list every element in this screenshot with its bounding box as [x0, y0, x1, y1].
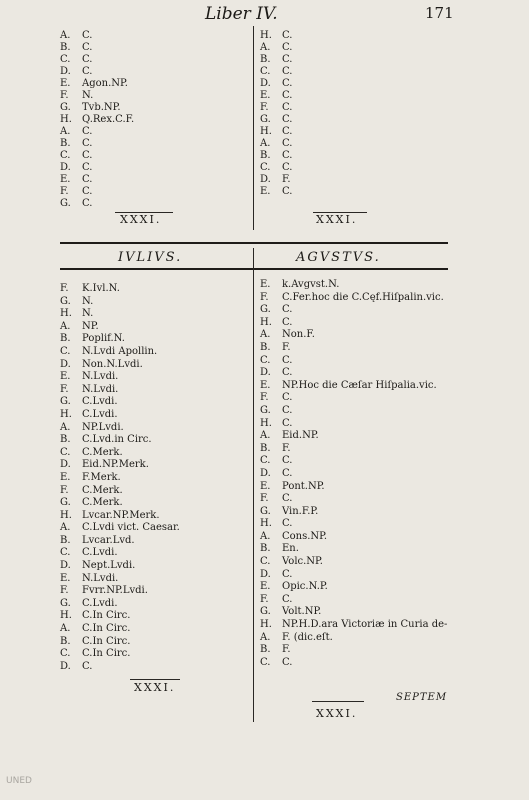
section-rule-bottom	[60, 268, 448, 270]
nundinal-letter: E.	[260, 581, 271, 593]
nundinal-letter: F.	[60, 484, 69, 496]
calendar-row	[260, 392, 447, 405]
calendar-row	[60, 162, 134, 174]
day-entry: C.	[82, 30, 93, 41]
nundinal-letter: G.	[260, 304, 271, 316]
nundinal-letter: G.	[60, 102, 71, 113]
nundinal-letter: G.	[60, 198, 71, 209]
nundinal-letter: F.	[260, 392, 269, 404]
day-entry: C.	[282, 304, 293, 316]
nundinal-letter: B.	[260, 543, 271, 555]
calendar-row	[260, 174, 292, 186]
day-entry: C.	[82, 126, 93, 137]
calendar-row	[60, 174, 134, 186]
day-entry: Nept.Lvdi.	[82, 560, 136, 572]
day-entry: C.	[282, 493, 293, 505]
bottom-column-divider	[253, 248, 254, 722]
nundinal-letter: C.	[260, 162, 271, 173]
nundinal-letter: B.	[60, 333, 71, 345]
day-entry: k.Avgvst.N.	[282, 279, 340, 290]
calendar-row	[260, 468, 447, 481]
nundinal-letter: D.	[60, 358, 71, 370]
nundinal-letter: C.	[60, 547, 71, 559]
calendar-row	[260, 644, 447, 657]
calendar-row	[60, 522, 180, 535]
nundinal-letter: B.	[260, 442, 271, 454]
day-entry: Poplif.N.	[82, 333, 125, 345]
nundinal-letter: E.	[60, 572, 71, 584]
day-entry: C.	[282, 162, 293, 173]
calendar-row	[60, 547, 180, 560]
day-entry: C.	[282, 54, 293, 65]
nundinal-letter: H.	[60, 408, 72, 420]
calendar-row	[60, 573, 180, 586]
nundinal-letter: B.	[260, 644, 271, 656]
calendar-row	[260, 342, 447, 355]
augustus-total-rule	[312, 701, 364, 702]
day-entry: C.	[82, 66, 93, 77]
calendar-row	[60, 459, 180, 472]
day-entry: Eid.NP.Merk.	[82, 459, 149, 471]
calendar-row	[260, 102, 292, 114]
day-entry: C.	[282, 102, 293, 113]
day-entry: C.	[282, 392, 293, 404]
nundinal-letter: H.	[260, 619, 272, 631]
nundinal-letter: H.	[260, 126, 272, 137]
calendar-row	[60, 42, 134, 54]
calendar-row	[60, 447, 180, 460]
nundinal-letter: A.	[60, 30, 71, 41]
nundinal-letter: E.	[60, 371, 71, 383]
calendar-row	[260, 138, 292, 150]
nundinal-letter: A.	[60, 320, 71, 332]
calendar-row	[260, 619, 447, 632]
calendar-row	[260, 556, 447, 569]
day-entry: C.	[282, 467, 293, 479]
top-right-total: XXXI.	[316, 213, 358, 226]
nundinal-letter: A.	[60, 522, 71, 534]
calendar-row	[60, 333, 180, 346]
nundinal-letter: B.	[60, 534, 71, 546]
catchword: SEPTEM	[396, 692, 448, 703]
calendar-row	[260, 355, 447, 368]
day-entry: C.	[82, 138, 93, 149]
nundinal-letter: D.	[60, 66, 71, 77]
calendar-row	[60, 598, 180, 611]
day-entry: NP.	[82, 320, 99, 332]
calendar-row	[60, 648, 180, 661]
nundinal-letter: A.	[60, 421, 71, 433]
calendar-row	[60, 150, 134, 162]
nundinal-letter: C.	[60, 446, 71, 458]
nundinal-letter: G.	[60, 597, 71, 609]
day-entry: N.Lvdi.	[82, 371, 119, 383]
page-number: 171	[425, 4, 454, 22]
day-entry: C.Merk.	[82, 497, 123, 509]
calendar-row	[60, 138, 134, 150]
day-entry: C.	[282, 114, 293, 125]
day-entry: N.	[82, 308, 94, 320]
nundinal-letter: D.	[260, 568, 271, 580]
day-entry: Volc.NP.	[282, 556, 323, 568]
nundinal-letter: H.	[260, 316, 272, 328]
calendar-row	[260, 162, 292, 174]
day-entry: C.	[282, 593, 293, 605]
calendar-row	[60, 90, 134, 102]
nundinal-letter: F.	[60, 186, 69, 197]
calendar-row	[60, 308, 180, 321]
calendar-row	[260, 569, 447, 582]
nundinal-letter: A.	[60, 126, 71, 137]
day-entry: C.Merk.	[82, 446, 123, 458]
calendar-row	[260, 279, 447, 292]
calendar-row	[260, 292, 447, 305]
nundinal-letter: B.	[260, 150, 271, 161]
nundinal-letter: F.	[60, 383, 69, 395]
nundinal-letter: G.	[60, 295, 71, 307]
nundinal-letter: H.	[260, 518, 272, 530]
day-entry: C.Lvdi vict. Caesar.	[82, 522, 180, 534]
running-title: Liber IV.	[205, 4, 278, 24]
nundinal-letter: H.	[60, 308, 72, 320]
calendar-row	[260, 518, 447, 531]
calendar-row	[260, 506, 447, 519]
calendar-row	[60, 114, 134, 126]
nundinal-letter: B.	[60, 138, 71, 149]
day-entry: F. (dic.eſt.	[282, 631, 333, 643]
calendar-row	[60, 585, 180, 598]
nundinal-letter: E.	[260, 279, 271, 290]
calendar-row	[60, 409, 180, 422]
calendar-row	[260, 42, 292, 54]
calendar-row	[260, 418, 447, 431]
nundinal-letter: E.	[260, 480, 271, 492]
calendar-row	[260, 481, 447, 494]
nundinal-letter: C.	[60, 150, 71, 161]
day-entry: C.	[82, 186, 93, 197]
nundinal-letter: F.	[60, 585, 69, 597]
day-entry: C.	[282, 518, 293, 530]
nundinal-letter: F.	[260, 593, 269, 605]
nundinal-letter: D.	[260, 367, 271, 379]
nundinal-letter: E.	[260, 186, 271, 197]
day-entry: C.	[82, 198, 93, 209]
augustus-column	[260, 279, 447, 669]
nundinal-letter: C.	[60, 54, 71, 65]
nundinal-letter: E.	[60, 174, 71, 185]
day-entry: C.Lvd.in Circ.	[82, 434, 152, 446]
day-entry: Vin.F.P.	[282, 505, 319, 517]
nundinal-letter: C.	[260, 455, 271, 467]
day-entry: F.	[282, 644, 291, 656]
calendar-row	[260, 493, 447, 506]
nundinal-letter: F.	[260, 493, 269, 505]
calendar-row	[60, 396, 180, 409]
nundinal-letter: D.	[60, 162, 71, 173]
top-column-divider	[253, 26, 254, 230]
calendar-row	[260, 66, 292, 78]
day-entry: C.	[282, 568, 293, 580]
nundinal-letter: H.	[260, 417, 272, 429]
top-left-column	[60, 30, 134, 210]
calendar-row	[60, 78, 134, 90]
calendar-row	[260, 367, 447, 380]
calendar-row	[260, 430, 447, 443]
calendar-row	[260, 114, 292, 126]
day-entry: N.	[82, 295, 94, 307]
nundinal-letter: A.	[260, 430, 271, 442]
calendar-row	[60, 485, 180, 498]
nundinal-letter: C.	[260, 656, 271, 668]
nundinal-letter: G.	[260, 606, 271, 618]
day-entry: C.	[82, 42, 93, 53]
calendar-row	[60, 346, 180, 359]
calendar-row	[60, 472, 180, 485]
calendar-row	[60, 384, 180, 397]
day-entry: N.Lvdi.	[82, 572, 119, 584]
top-right-column	[260, 30, 292, 198]
calendar-row	[60, 371, 180, 384]
day-entry: C.	[282, 150, 293, 161]
day-entry: N.Lvdi Apollin.	[82, 345, 158, 357]
day-entry: N.	[82, 90, 94, 101]
calendar-row	[60, 126, 134, 138]
day-entry: C.	[282, 367, 293, 379]
calendar-row	[60, 296, 180, 309]
nundinal-letter: C.	[260, 66, 271, 77]
calendar-row	[60, 510, 180, 523]
calendar-row	[260, 186, 292, 198]
day-entry: C.	[282, 42, 293, 53]
calendar-row	[260, 657, 447, 670]
day-entry: Cons.NP.	[282, 530, 328, 542]
day-entry: Volt.NP.	[282, 606, 322, 618]
calendar-row	[60, 422, 180, 435]
calendar-row	[60, 610, 180, 623]
calendar-row	[260, 443, 447, 456]
nundinal-letter: A.	[260, 138, 271, 149]
day-entry: C.	[282, 656, 293, 668]
day-entry: N.Lvdi.	[82, 383, 119, 395]
nundinal-letter: D.	[60, 459, 71, 471]
nundinal-letter: G.	[60, 497, 71, 509]
julius-total-rule	[130, 679, 180, 680]
calendar-row	[260, 150, 292, 162]
nundinal-letter: C.	[260, 354, 271, 366]
nundinal-letter: E.	[60, 78, 71, 89]
nundinal-letter: F.	[60, 283, 69, 294]
day-entry: NP.Hoc die Cæſar Hiſpalia.vic.	[282, 379, 437, 391]
day-entry: C.	[282, 66, 293, 77]
day-entry: C.In Circ.	[82, 610, 131, 622]
calendar-row	[260, 304, 447, 317]
day-entry: C.Lvdi.	[82, 547, 118, 559]
nundinal-letter: A.	[260, 530, 271, 542]
day-entry: C.	[82, 174, 93, 185]
augustus-total: XXXI.	[316, 707, 358, 720]
nundinal-letter: C.	[60, 345, 71, 357]
day-entry: Pont.NP.	[282, 480, 325, 492]
day-entry: NP.H.D.ara Victoriæ in Curia de-	[282, 619, 448, 631]
day-entry: C.Lvdi.	[82, 408, 118, 420]
day-entry: Non.F.	[282, 329, 315, 341]
calendar-row	[60, 54, 134, 66]
calendar-row	[60, 623, 180, 636]
julius-total: XXXI.	[134, 681, 176, 694]
day-entry: Eid.NP.	[282, 430, 319, 442]
nundinal-letter: B.	[260, 341, 271, 353]
calendar-row	[60, 102, 134, 114]
calendar-row	[60, 321, 180, 334]
section-rule-top	[60, 242, 448, 244]
calendar-row	[260, 606, 447, 619]
day-entry: C.Lvdi.	[82, 597, 118, 609]
day-entry: Lvcar.NP.Merk.	[82, 509, 160, 521]
day-entry: NP.Lvdi.	[82, 421, 124, 433]
calendar-row	[60, 560, 180, 573]
day-entry: C.	[82, 660, 93, 672]
calendar-row	[260, 126, 292, 138]
calendar-row	[60, 186, 134, 198]
julius-column	[60, 283, 180, 673]
nundinal-letter: B.	[60, 635, 71, 647]
watermark: UNED	[6, 776, 32, 786]
nundinal-letter: H.	[60, 509, 72, 521]
calendar-row	[60, 198, 134, 210]
day-entry: Q.Rex.C.F.	[82, 114, 135, 125]
day-entry: Agon.NP.	[82, 78, 128, 89]
nundinal-letter: D.	[260, 78, 271, 89]
day-entry: F.Merk.	[82, 471, 121, 483]
calendar-row	[260, 380, 447, 393]
calendar-row	[260, 405, 447, 418]
nundinal-letter: E.	[260, 379, 271, 391]
day-entry: C.	[282, 138, 293, 149]
nundinal-letter: E.	[260, 90, 271, 101]
day-entry: C.	[82, 162, 93, 173]
day-entry: C.In Circ.	[82, 648, 131, 660]
day-entry: C.In Circ.	[82, 635, 131, 647]
nundinal-letter: F.	[60, 90, 69, 101]
day-entry: C.In Circ.	[82, 623, 131, 635]
nundinal-letter: G.	[60, 396, 71, 408]
calendar-row	[60, 661, 180, 674]
calendar-row	[60, 30, 134, 42]
nundinal-letter: D.	[260, 174, 271, 185]
nundinal-letter: C.	[260, 556, 271, 568]
calendar-row	[60, 283, 180, 296]
day-entry: C.	[282, 404, 293, 416]
day-entry: En.	[282, 543, 299, 555]
nundinal-letter: C.	[60, 648, 71, 660]
nundinal-letter: G.	[260, 114, 271, 125]
day-entry: F.	[282, 341, 291, 353]
day-entry: C.	[82, 54, 93, 65]
day-entry: C.Lvdi.	[82, 396, 118, 408]
calendar-row	[260, 90, 292, 102]
calendar-row	[260, 455, 447, 468]
nundinal-letter: G.	[260, 404, 271, 416]
nundinal-letter: B.	[260, 54, 271, 65]
calendar-row	[260, 581, 447, 594]
nundinal-letter: E.	[60, 471, 71, 483]
calendar-row	[60, 636, 180, 649]
nundinal-letter: F.	[260, 102, 269, 113]
calendar-row	[60, 66, 134, 78]
nundinal-letter: D.	[60, 560, 71, 572]
day-entry: C.	[282, 417, 293, 429]
calendar-row	[260, 531, 447, 544]
day-entry: C.Fer.hoc die C.Cęf.Hiſpalin.vic.	[282, 291, 444, 303]
nundinal-letter: H.	[260, 30, 272, 41]
top-left-total: XXXI.	[120, 213, 162, 226]
day-entry: Lvcar.Lvd.	[82, 534, 135, 546]
day-entry: F.	[282, 442, 291, 454]
calendar-row	[260, 317, 447, 330]
month-augustus-heading: AGVSTVS.	[296, 250, 381, 265]
calendar-row	[260, 78, 292, 90]
calendar-row	[260, 329, 447, 342]
nundinal-letter: F.	[260, 291, 269, 303]
calendar-row	[260, 543, 447, 556]
day-entry: C.	[282, 316, 293, 328]
day-entry: C.	[282, 30, 293, 41]
nundinal-letter: A.	[260, 631, 271, 643]
calendar-row	[260, 594, 447, 607]
day-entry: Non.N.Lvdi.	[82, 358, 143, 370]
day-entry: Tvb.NP.	[82, 102, 121, 113]
calendar-row	[60, 434, 180, 447]
calendar-row	[260, 54, 292, 66]
nundinal-letter: A.	[60, 623, 71, 635]
day-entry: C.	[82, 150, 93, 161]
month-julius-heading: IVLIVS.	[118, 250, 183, 265]
calendar-row	[60, 359, 180, 372]
calendar-row	[260, 632, 447, 645]
day-entry: C.	[282, 354, 293, 366]
nundinal-letter: D.	[260, 467, 271, 479]
calendar-row	[60, 535, 180, 548]
day-entry: K.Ivl.N.	[82, 283, 120, 294]
day-entry: C.Merk.	[82, 484, 123, 496]
day-entry: Fvrr.NP.Lvdi.	[82, 585, 148, 597]
nundinal-letter: A.	[260, 42, 271, 53]
calendar-row	[60, 497, 180, 510]
day-entry: C.	[282, 455, 293, 467]
nundinal-letter: D.	[60, 660, 71, 672]
day-entry: F.	[282, 174, 291, 185]
nundinal-letter: H.	[60, 610, 72, 622]
nundinal-letter: B.	[60, 42, 71, 53]
day-entry: C.	[282, 78, 293, 89]
day-entry: C.	[282, 186, 293, 197]
nundinal-letter: G.	[260, 505, 271, 517]
day-entry: Opic.N.P.	[282, 581, 328, 593]
nundinal-letter: A.	[260, 329, 271, 341]
nundinal-letter: B.	[60, 434, 71, 446]
nundinal-letter: H.	[60, 114, 72, 125]
day-entry: C.	[282, 126, 293, 137]
calendar-row	[260, 30, 292, 42]
day-entry: C.	[282, 90, 293, 101]
